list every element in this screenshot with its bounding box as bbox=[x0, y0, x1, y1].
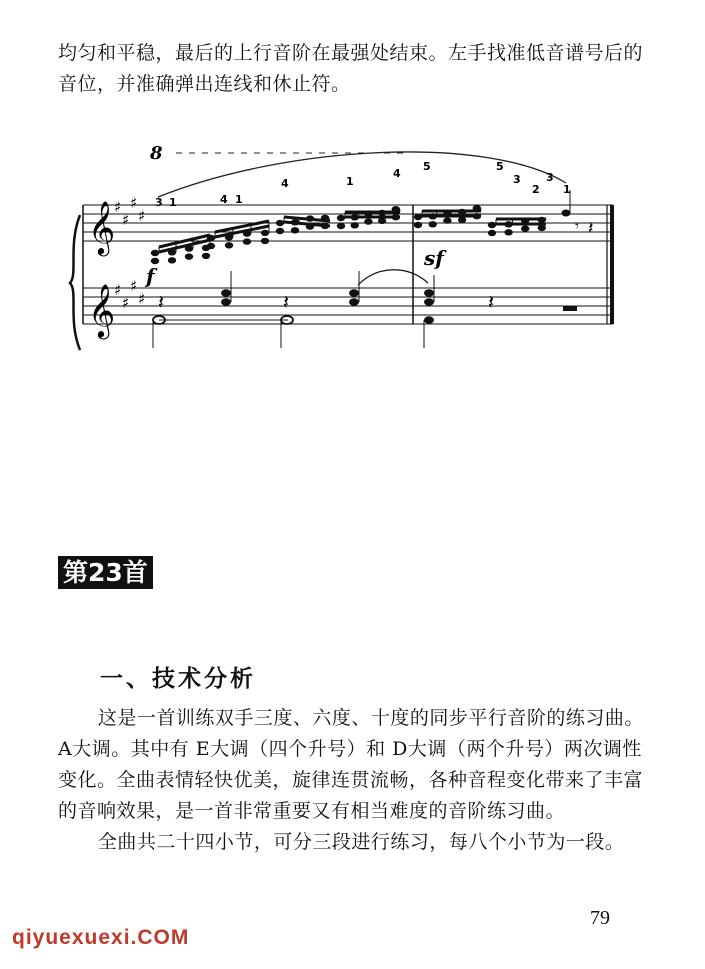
fingering-1: 3 bbox=[155, 196, 163, 209]
fingering-7: 4 bbox=[393, 167, 401, 180]
note-head bbox=[261, 238, 269, 244]
chord-note bbox=[424, 298, 434, 306]
analysis-body bbox=[58, 703, 648, 858]
fingering-12: 3 bbox=[546, 171, 554, 184]
final-upper-note bbox=[562, 210, 571, 217]
fingering-8: 5 bbox=[423, 160, 431, 173]
note-head bbox=[337, 215, 345, 221]
note-head bbox=[261, 230, 269, 236]
fingering-6: 1 bbox=[346, 175, 354, 188]
half-rest-lower bbox=[563, 306, 577, 311]
note-head bbox=[538, 225, 546, 231]
fingering-5: 4 bbox=[281, 177, 289, 190]
note-head bbox=[243, 238, 251, 244]
page-number: 79 bbox=[590, 907, 610, 929]
note-head bbox=[458, 217, 466, 223]
svg-text:♯: ♯ bbox=[122, 294, 130, 312]
brace bbox=[70, 215, 80, 350]
fingering-13: 1 bbox=[563, 183, 571, 196]
note-head bbox=[185, 253, 193, 259]
dynamic-forte: f bbox=[146, 264, 155, 288]
fingering-10: 3 bbox=[513, 173, 521, 186]
note-head bbox=[276, 228, 284, 234]
treble-clef-upper: 𝄞 bbox=[88, 200, 116, 254]
fingering-11: 2 bbox=[532, 183, 540, 196]
note-head bbox=[351, 222, 359, 228]
section-heading: 一、技术分析 bbox=[100, 665, 256, 692]
quarter-rest-lower-3: 𝄽 bbox=[488, 290, 495, 314]
note-head bbox=[364, 218, 372, 224]
watermark-text: qiyuexuexi.COM bbox=[12, 926, 190, 949]
chord-note bbox=[221, 289, 231, 297]
section-title-badge: 第23首 bbox=[58, 556, 153, 589]
note-head bbox=[504, 229, 512, 235]
watermark-logo bbox=[12, 926, 189, 950]
note-head bbox=[225, 242, 233, 248]
svg-text:♯: ♯ bbox=[138, 290, 146, 308]
svg-text:♯: ♯ bbox=[114, 281, 122, 299]
chord-note bbox=[349, 289, 359, 297]
intro-paragraph: 均匀和平稳，最后的上行音阶在最强处结束。左手找准低音谱号后的音位，并准确弹出连线和休止符。 bbox=[58, 42, 644, 95]
note-head bbox=[291, 227, 299, 233]
key-signature-upper bbox=[114, 194, 145, 229]
note-head bbox=[414, 214, 422, 220]
note-head bbox=[151, 250, 159, 256]
note-head bbox=[521, 225, 529, 231]
analysis-paragraph-2: 全曲共二十四小节，可分三段进行练习，每八个小节为一段。 bbox=[97, 831, 625, 853]
quarter-rest-lower-2: 𝄽 bbox=[283, 290, 290, 314]
note-head bbox=[202, 253, 210, 259]
note-head bbox=[414, 222, 422, 228]
note-head bbox=[488, 222, 496, 228]
note-head bbox=[378, 218, 386, 224]
svg-text:♯: ♯ bbox=[130, 194, 138, 212]
note-head bbox=[207, 243, 215, 249]
grand-staff bbox=[58, 135, 633, 360]
chord-note bbox=[221, 298, 231, 306]
lower-notes bbox=[153, 270, 577, 348]
slur-line bbox=[158, 152, 566, 197]
ottava-mark: 8 bbox=[150, 143, 163, 164]
analysis-paragraph-1: 这是一首训练双手三度、六度、十度的同步平行音阶的练习曲。A大调。其中有 E大调（四个升号）和 D大调（两个升号）两次调性变化。全曲表情轻快优美，旋律连贯流畅，各种音程变化带来了丰富的音响效果，是一首非常重要又有相当难度的音阶练习曲。 bbox=[58, 707, 644, 822]
quarter-rest-upper: 𝄽 bbox=[588, 218, 594, 239]
svg-text:♯: ♯ bbox=[138, 207, 146, 225]
note-head bbox=[276, 220, 284, 226]
fingering-9: 5 bbox=[496, 160, 504, 173]
tie-arc bbox=[358, 270, 428, 285]
svg-text:♯: ♯ bbox=[130, 277, 138, 295]
note-head bbox=[443, 217, 451, 223]
fingering-numbers bbox=[155, 160, 571, 209]
chord-note bbox=[349, 298, 359, 306]
treble-clef-lower: 𝄞 bbox=[88, 283, 116, 337]
eighth-rest-upper: 𝄾 bbox=[575, 217, 579, 235]
note-head bbox=[429, 221, 437, 227]
fingering-2: 1 bbox=[169, 196, 177, 209]
svg-text:♯: ♯ bbox=[122, 211, 130, 229]
fingering-4: 1 bbox=[235, 193, 243, 206]
quarter-rest-lower-1: 𝄽 bbox=[158, 290, 165, 314]
chord-note bbox=[424, 316, 434, 324]
key-signature-lower bbox=[114, 277, 145, 312]
chord-note bbox=[424, 289, 434, 297]
music-score bbox=[58, 135, 633, 360]
note-head bbox=[488, 230, 496, 236]
svg-text:♯: ♯ bbox=[114, 198, 122, 216]
fingering-3: 4 bbox=[220, 193, 228, 206]
note-head bbox=[337, 223, 345, 229]
dynamic-sforzando: sf bbox=[424, 246, 444, 270]
note-head bbox=[168, 257, 176, 263]
